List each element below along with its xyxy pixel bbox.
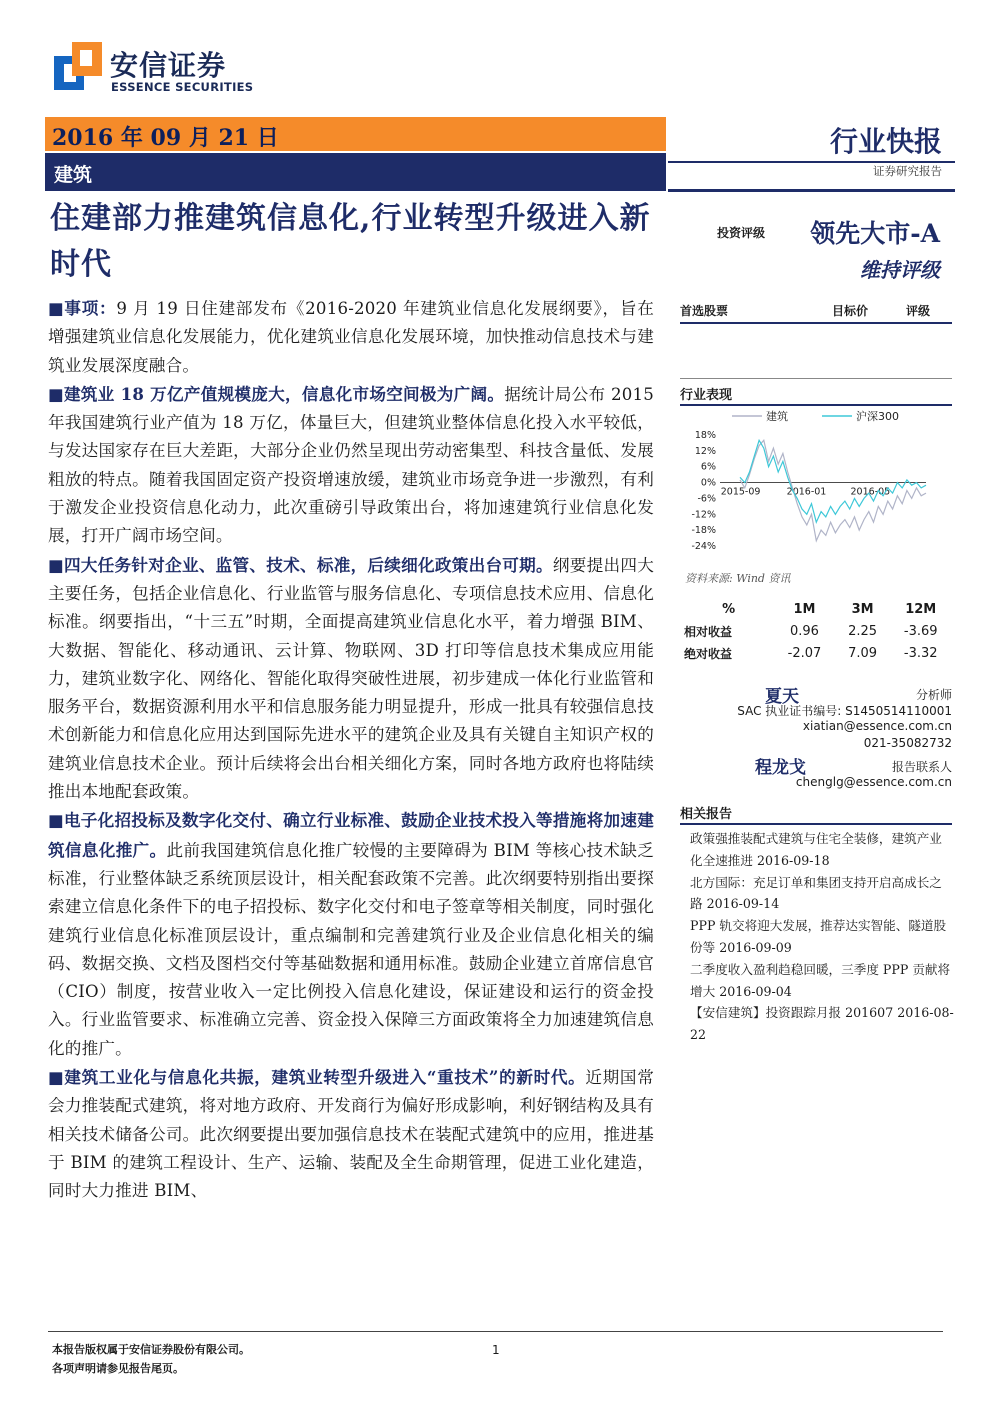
table-row [684,642,952,664]
stock-picks-header [680,302,952,324]
paragraph-text: 近期国常会力推装配式建筑，将对地方政府、开发商行为偏好形成影响，利好钢结构及具有相关技术储备公司。此次纲要提出要加强信息技术在装配式建筑中的应用，推进基于 BIM 的建筑工程设计、生产、运输、装配及全生命期管理，促进工业化建造，同时大力推进 BIM、 [48,1068,654,1201]
paragraph-text: 纲要提出四大主要任务，包括企业信息化、行业监管与服务信息化、专项信息技术应用、信息化标准。纲要指出，“十三五”时期，全面提高建筑业信息化水平，着力增强 BIM、大数据、智能化、移动通讯、云计算、物联网、3D 打印等信息技术集成应用能力，建筑业数字化、网络化、智能化取得突破性进展，初步建成一体化行业监管和服务平台，数据资源利用水平和信息服务能力明显提升，形成一批具有较强信息技术创新能力和信息化应用达到国际先进水平的建筑企业及具有关键自主知识产权的建筑业信息技术企业。预计后续将会出台相关细化方案，同时各地方政府也将陆续推出本地配套政策。 [48,555,654,802]
table-header: % [722,601,736,617]
table-header: 3M [851,601,874,617]
target-price-col-header: 目标价 [832,304,869,318]
report-body [48,294,654,1206]
table-row [684,620,952,642]
table-header: 1M [793,601,816,617]
related-report-link[interactable]: 北方国际：充足订单和集团支持开启高成长之路 2016-09-14 [690,874,942,912]
y-tick-label: 18% [694,430,716,441]
body-paragraph [48,1063,654,1205]
page-number: 1 [492,1343,500,1357]
contact-role: 报告联系人 [891,760,952,774]
x-tick-label: 2016-05 [850,486,891,498]
table-cell: 2.25 [848,623,878,639]
x-tick-label: 2015-09 [720,486,761,498]
divider [680,378,952,379]
rating-col-header: 评级 [906,304,931,318]
paragraph-heading: ■事项： [48,298,117,318]
x-tick-label: 2016-01 [786,486,827,498]
row-label: 相对收益 [684,624,733,639]
paragraph-heading: ■建筑工业化与信息化共振，建筑业转型升级进入“重技术”的新时代。 [48,1067,586,1088]
paragraph-heading: ■建筑业 18 万亿产值规模庞大，信息化市场空间极为广阔。 [48,383,505,404]
rating-label: 投资评级 [717,226,766,240]
series-line-2 [740,440,926,522]
rating-value: 领先大市-A [810,219,940,248]
paragraph-text: 9 月 19 日住建部发布《2016-2020 年建筑业信息化发展纲要》，旨在增强建筑业信息化发展能力，优化建筑业信息化发展环境，加快推动信息技术与建筑业发展深度融合。 [48,299,654,375]
related-reports-list [690,828,954,1046]
related-report-link[interactable]: PPP 轨交将迎大发展，推荐达实智能、隧道股份等 2016-09-09 [690,918,947,955]
y-tick-label: -24% [691,541,716,552]
report-title: 住建部力推建筑信息化,行业转型升级进入新时代 [50,201,651,282]
table-header-row [684,598,952,620]
performance-chart [680,404,952,569]
contact-email[interactable]: chenglg@essence.com.cn [795,775,952,789]
logo-text-cn: 安信证券 [110,49,227,82]
analyst-phone: 021-35082732 [863,736,952,750]
legend-label: 沪深300 [856,410,899,423]
paragraph-text: 据统计局公布 2015 年我国建筑行业产值为 18 万亿，体量巨大，但建筑业整体信息化投入水平较低，与发达国家存在巨大差距，大部分企业仍然呈现出劳动密集型、科技含量低、发展粗放的特点。随着我国固定资产投资增速放缓，建筑业市场竞争进一步激烈，有利于激发企业投资信息化动力，此次重磅引导政策出台，将加速建筑行业信息化发展，打开广阔市场空间。 [48,384,654,546]
related-report-link[interactable]: 二季度收入盈利趋稳回暖，三季度 PPP 贡献将增大 2016-09-04 [690,961,951,999]
table-cell: -3.32 [903,645,938,661]
row-label: 绝对收益 [684,646,733,661]
report-type: 行业快报 [829,125,942,158]
body-paragraph [48,380,654,551]
related-report-link[interactable]: 政策强推装配式建筑与住宅全装修，建筑产业化全速推进 2016-09-18 [690,831,942,868]
paragraph-heading: ■电子化招投标及数字化交付、确立行业标准、鼓励企业技术投入等措施将加速建筑信息化推广。 [48,810,654,860]
body-paragraph [48,294,654,380]
data-source: 资料来源: Wind 资讯 [685,572,791,585]
y-tick-label: -6% [697,493,716,505]
paragraph-text: 此前我国建筑信息化推广较慢的主要障碍为 BIM 等核心技术缺乏标准，行业整体缺乏系统顶层设计，相关配套政策不完善。此次纲要特别指出要探索建立信息化条件下的电子招投标、数字化交付和电子签章等相关制度，同时强化建筑行业信息化标准顶层设计，重点编制和完善建筑行业及企业信息化相关的编码、数据交换、文档及图档交付等基础数据和通用标准。鼓励企业建立首席信息官（CIO）制度，按营业收入一定比例投入信息化建设，保证建设和运行的资金投入。行业监管要求、标准确立完善、资金投入保障三方面政策将全力加速建筑信息化的推广。 [48,840,654,1058]
table-cell: -2.07 [787,645,822,661]
series-line-1 [740,440,926,540]
stock-col-header: 首选股票 [680,304,729,318]
table-header: 12M [905,601,937,617]
y-tick-label: 12% [694,445,716,457]
analyst-name: 夏天 [765,687,799,707]
contact-name: 程龙戈 [755,758,806,778]
report-subtype: 证券研究报告 [873,164,942,178]
sector-bar [45,153,666,191]
y-tick-label: -12% [691,509,716,521]
footer-divider [48,1331,943,1332]
paragraph-heading: ■四大任务针对企业、监管、技术、标准，后续细化政策出台可期。 [48,554,553,575]
table-cell: 7.09 [848,645,878,661]
y-tick-label: -18% [691,525,716,537]
performance-header: 行业表现 [680,384,952,406]
analyst-email[interactable]: xiatian@essence.com.cn [802,719,952,733]
y-tick-label: 6% [700,461,716,473]
sector-label: 建筑 [54,164,93,186]
table-cell: 0.96 [789,623,819,639]
legend-label: 建筑 [766,410,788,423]
y-tick-label: 0% [700,477,716,489]
table-cell: -3.69 [903,623,938,639]
copyright-note: 本报告版权属于安信证券股份有限公司。 [52,1343,250,1356]
footer-disclaimer [52,1340,250,1378]
company-logo-icon [54,42,102,90]
disclaimer-note: 各项声明请参见报告尾页。 [52,1362,184,1375]
logo-text-en: ESSENCE SECURITIES [111,80,254,94]
rating-note: 维持评级 [860,258,940,282]
related-reports-header: 相关报告 [680,803,952,825]
body-paragraph [48,551,654,807]
report-date: 2016 年 09 月 21 日 [52,125,279,151]
body-paragraph [48,806,654,1063]
related-report-link[interactable]: 【安信建筑】投资跟踪月报 201607 2016-08-22 [690,1005,954,1043]
analyst-role: 分析师 [915,688,952,702]
divider [668,189,955,192]
performance-table [684,598,952,664]
analyst-cert: SAC 执业证书编号: S1450514110001 [737,704,952,718]
